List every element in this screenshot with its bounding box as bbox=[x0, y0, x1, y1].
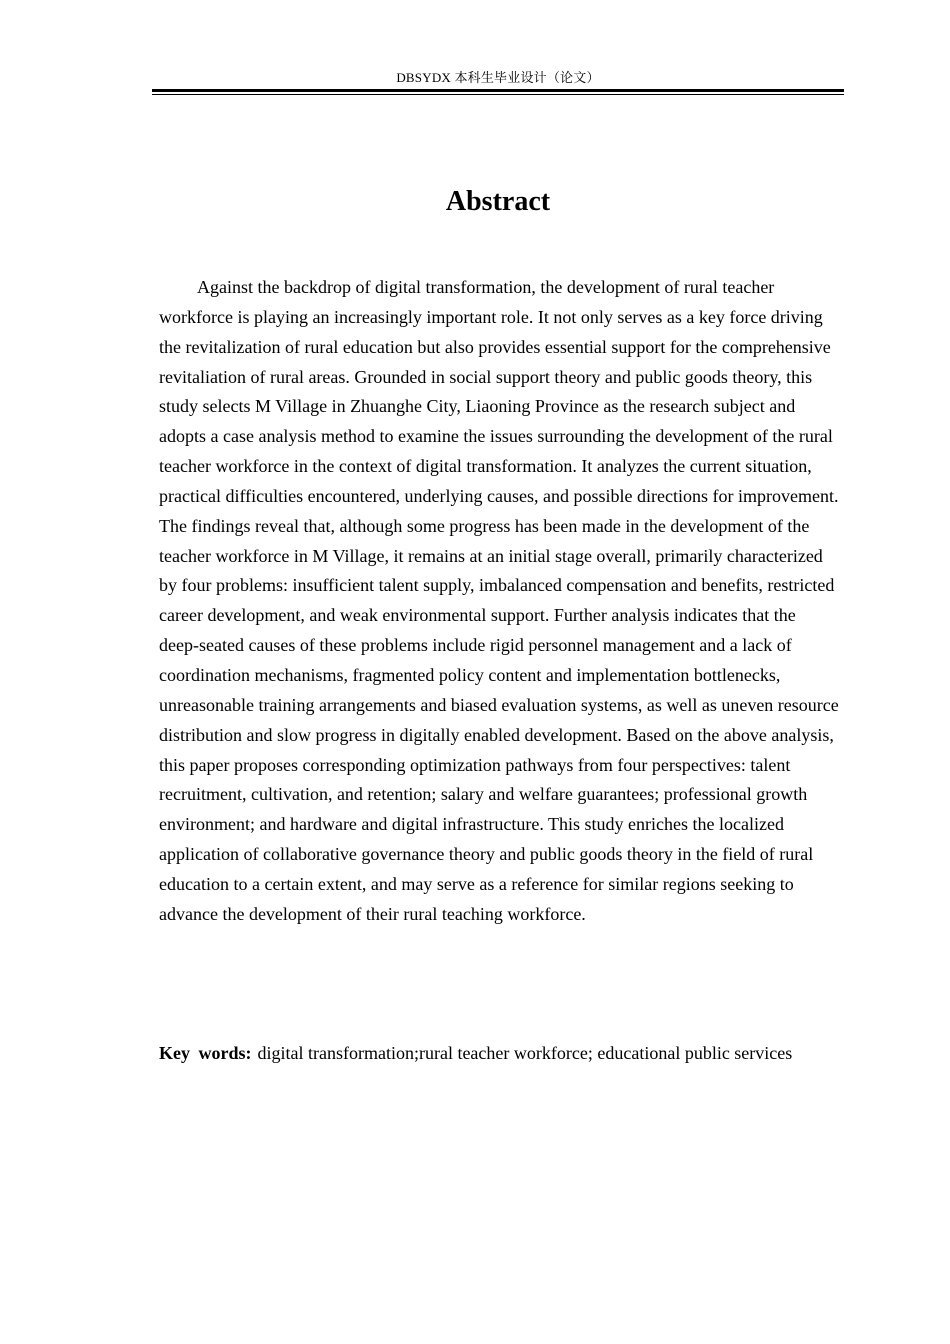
abstract-body: Against the backdrop of digital transformation, the development of rural teacher workforce is playing an increasingly important role. It not only serves as a key force driving the revitalization of rural education but also provides essential support for the comprehensive revitaliation of rural areas. Grounded in social support theory and public goods theory, this study selects M Village in Zhuanghe City, Liaoning Province as the research subject and adopts a case analysis method to examine the issues surrounding the development of the rural teacher workforce in the context of digital transformation. It analyzes the current situation, practical difficulties encountered, underlying causes, and possible directions for improvement. The findings reveal that, although some progress has been made in the development of the teacher workforce in M Village, it remains at an initial stage overall, primarily characterized by four problems: insufficient talent supply, imbalanced compensation and benefits, restricted career development, and weak environmental support. Further analysis indicates that the deep-seated causes of these problems include rigid personnel management and a lack of coordination mechanisms, fragmented policy content and implementation bottlenecks, unreasonable training arrangements and biased evaluation systems, as well as uneven resource distribution and slow progress in digitally enabled development. Based on the above analysis, this paper proposes corresponding optimization pathways from four perspectives: talent recruitment, cultivation, and retention; salary and welfare guarantees; professional growth environment; and hardware and digital infrastructure. This study enriches the localized application of collaborative governance theory and public goods theory in the field of rural education to a certain extent, and may serve as a reference for similar regions seeking to advance the development of their rural teaching workforce. bbox=[159, 277, 839, 924]
header-rule-thick bbox=[152, 89, 844, 92]
abstract-title: Abstract bbox=[445, 186, 551, 217]
running-header: DBSYDX 本科生毕业设计（论文） bbox=[396, 70, 600, 85]
keywords-label: Key words: bbox=[159, 1043, 252, 1063]
keywords-line bbox=[159, 1039, 849, 1068]
header-rule-thin bbox=[152, 94, 844, 95]
keywords-value: digital transformation;rural teacher workforce; educational public services bbox=[257, 1043, 793, 1063]
